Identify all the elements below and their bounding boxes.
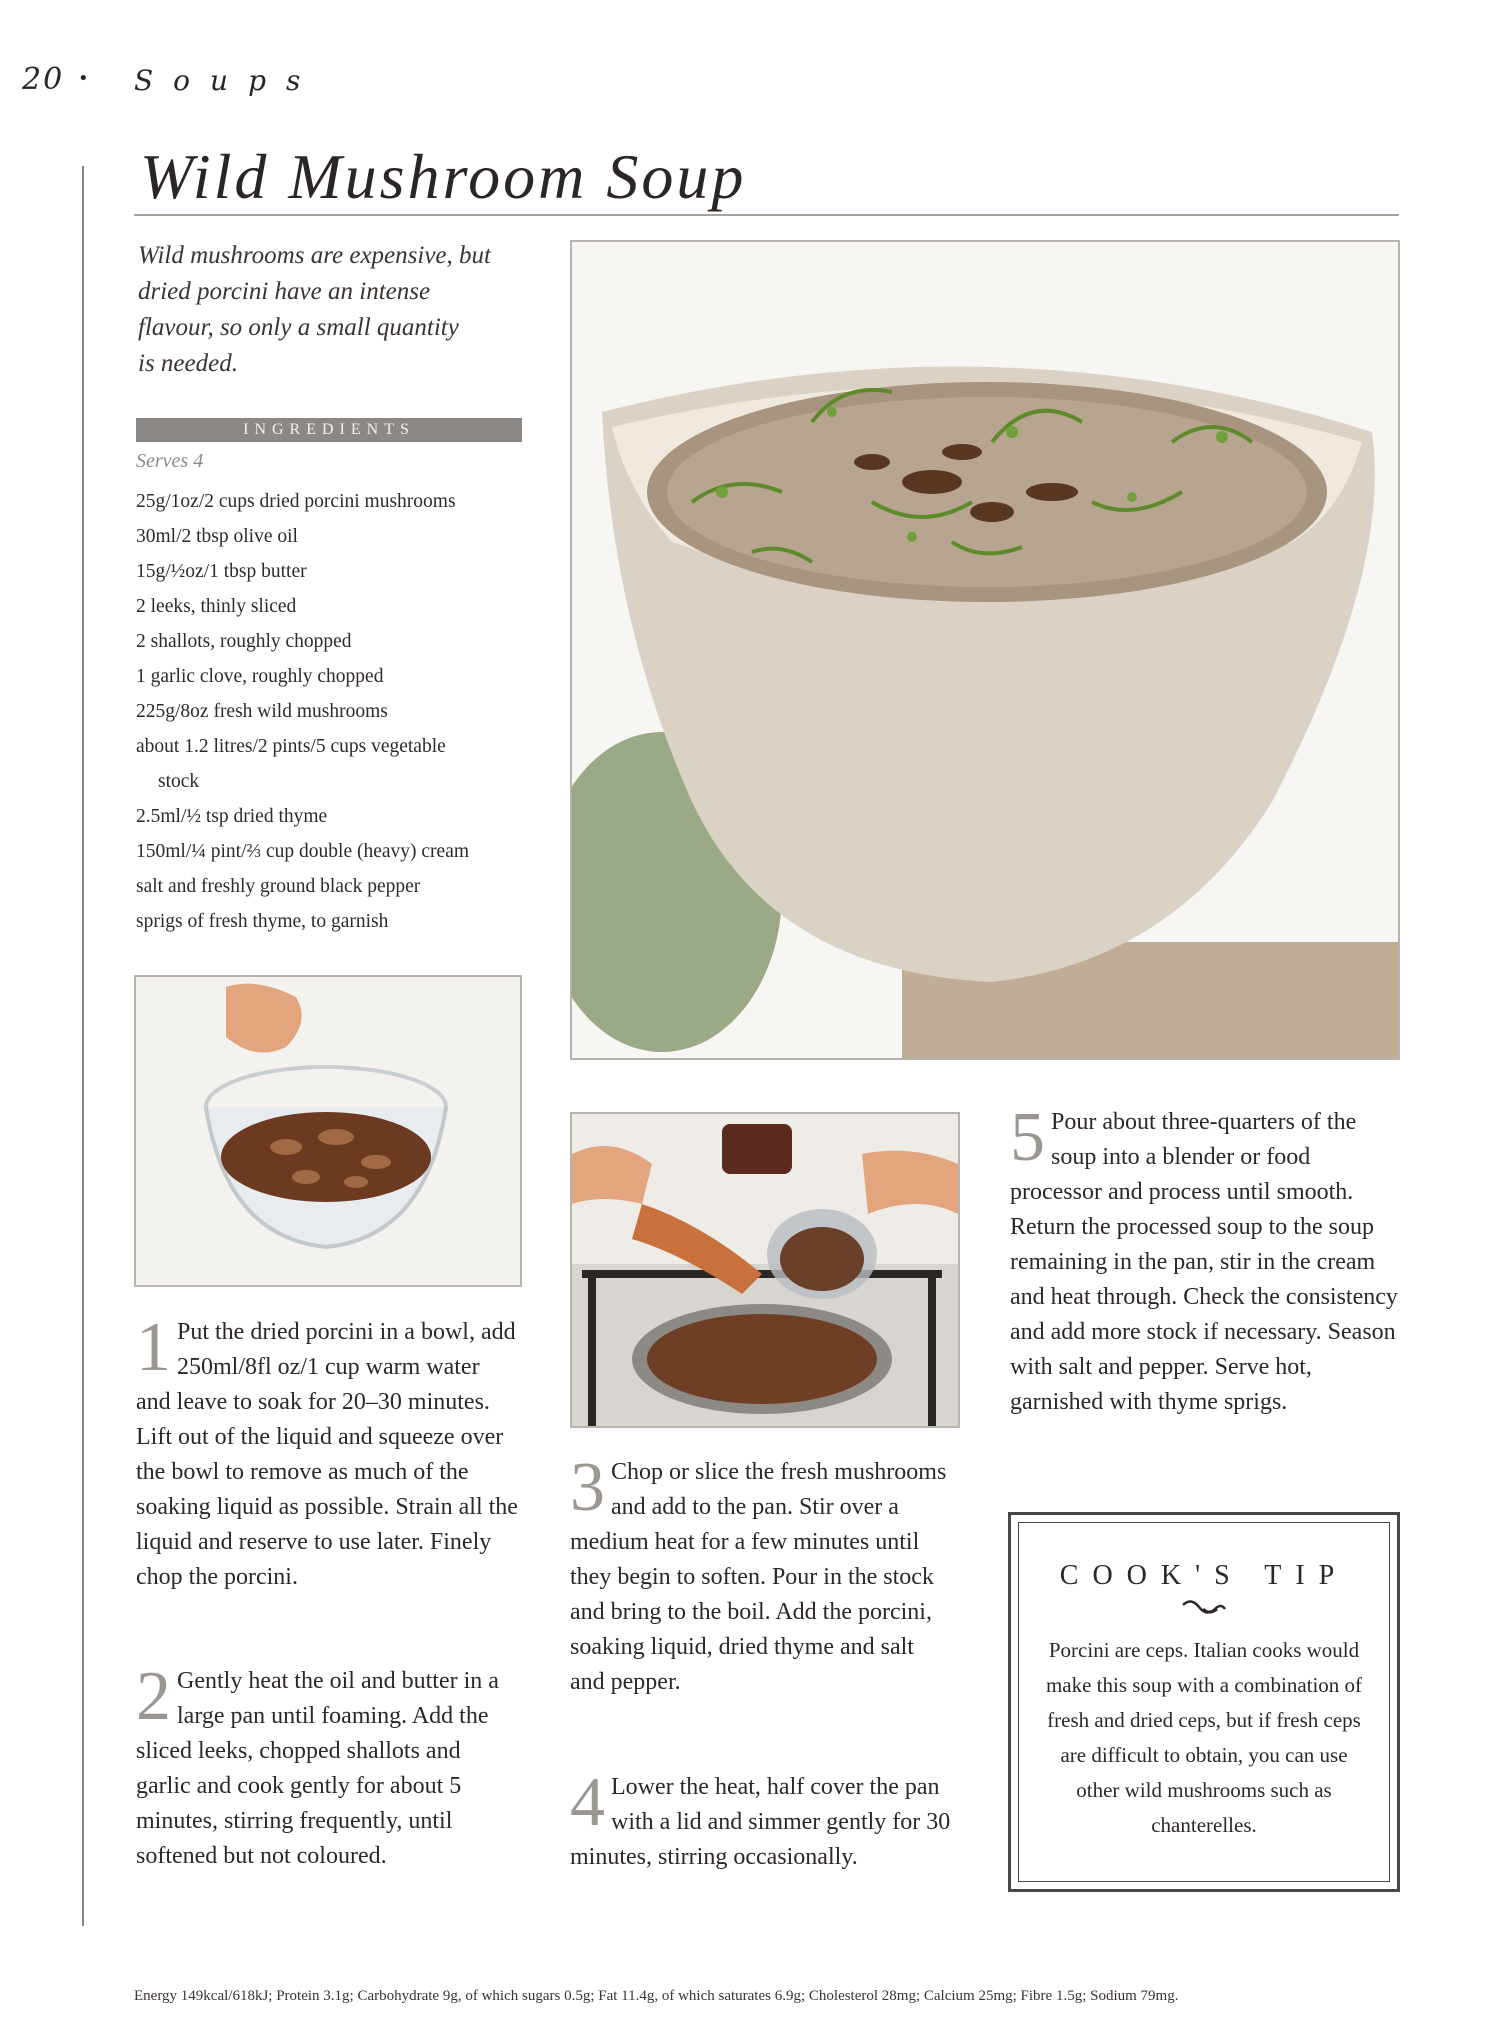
- step-text: Put the dried porcini in a bowl, add 250ml/8fl oz/1 cup warm water and leave to soak for 20–30 minutes. Lift out of the liquid and squeeze over the bowl to remove as much of the soaking liquid as possible. Strain all the liquid and reserve to use later. Finely chop the porcini.: [136, 1319, 518, 1590]
- step3-pan-photo: [570, 1112, 960, 1428]
- method-step: [570, 1449, 954, 1700]
- intro-line: Wild mushrooms are expensive, but: [138, 242, 491, 269]
- margin-rule: [82, 166, 84, 1926]
- step-text: Lower the heat, half cover the pan with a lid and simmer gently for 30 minutes, stirring occasionally.: [570, 1774, 951, 1870]
- ingredient-item: 2 shallots, roughly chopped: [136, 631, 352, 652]
- ingredient-item: 150ml/¼ pint/⅔ cup double (heavy) cream: [136, 841, 470, 862]
- ingredient-item: 30ml/2 tbsp olive oil: [136, 526, 298, 547]
- method-step: [136, 1658, 520, 1874]
- step-text: Chop or slice the fresh mushrooms and add to the pan. Stir over a medium heat for a few minutes until they begin to soften. Pour in the stock and bring to the boil. Add the porcini, soaking liquid, dried thyme and salt and pepper.: [570, 1459, 947, 1695]
- step-text: Pour about three-quarters of the soup into a blender or food processor and process until smooth. Return the processed soup to the soup remaining in the pan, stir in the cream and heat through. Check the consistency and add more stock if necessary. Season with salt and pepper. Serve hot, garnished with thyme sprigs.: [1010, 1109, 1398, 1415]
- section-title: Soups: [134, 64, 321, 97]
- header-separator: •: [78, 68, 89, 89]
- step-number: 4: [570, 1764, 605, 1841]
- ingredient-item: 25g/1oz/2 cups dried porcini mushrooms: [136, 491, 456, 512]
- flourish-icon: [1011, 1597, 1397, 1621]
- intro-line: flavour, so only a small quantity: [138, 314, 459, 341]
- step-number: 3: [570, 1449, 605, 1526]
- method-step: [1010, 1099, 1400, 1420]
- recipe-intro: [138, 238, 538, 382]
- soup-bowl-photo: [570, 240, 1400, 1060]
- method-step: [570, 1764, 954, 1875]
- serves-label: Serves 4: [136, 450, 204, 472]
- ingredients-heading: INGREDIENTS: [136, 418, 522, 442]
- ingredient-item: about 1.2 litres/2 pints/5 cups vegetable: [136, 736, 446, 757]
- cooks-tip-title: COOK'S TIP: [1059, 1560, 1349, 1591]
- intro-line: dried porcini have an intense: [138, 278, 431, 305]
- ingredient-item: 15g/½oz/1 tbsp butter: [136, 561, 307, 582]
- title-divider: [134, 214, 1399, 216]
- step-number: 5: [1010, 1099, 1045, 1176]
- step-number: 1: [136, 1309, 171, 1386]
- step-number: 2: [136, 1658, 171, 1735]
- ingredient-item: 2 leeks, thinly sliced: [136, 596, 297, 617]
- method-step: [136, 1309, 518, 1595]
- cooks-tip-text: Porcini are ceps. Italian cooks would make this soup with a combination of fresh and dried ceps, but if fresh ceps are difficult to obtain, you can use other wild mushrooms such as chanterelles.: [1045, 1638, 1363, 1837]
- ingredient-item: stock: [158, 771, 200, 792]
- ingredient-item: sprigs of fresh thyme, to garnish: [136, 911, 389, 932]
- cooks-tip-box: [1008, 1512, 1400, 1892]
- page-number: 20: [22, 62, 65, 97]
- recipe-title: Wild Mushroom Soup: [140, 141, 747, 212]
- ingredient-item: 1 garlic clove, roughly chopped: [136, 666, 384, 687]
- ingredient-item: salt and freshly ground black pepper: [136, 876, 421, 897]
- step-text: Gently heat the oil and butter in a large pan until foaming. Add the sliced leeks, chopped shallots and garlic and cook gently for about 5 minutes, stirring frequently, until softened but not coloured.: [136, 1668, 499, 1869]
- nutrition-info: Energy 149kcal/618kJ; Protein 3.1g; Carbohydrate 9g, of which sugars 0.5g; Fat 11.4g, of which saturates 6.9g; Cholesterol 28mg; Calcium 25mg; Fibre 1.5g; Sodium 79mg.: [134, 1988, 1179, 2004]
- step1-soaking-photo: [134, 975, 522, 1287]
- ingredient-item: 225g/8oz fresh wild mushrooms: [136, 701, 388, 722]
- ingredients-list: [136, 484, 536, 939]
- ingredient-item: 2.5ml/½ tsp dried thyme: [136, 806, 328, 827]
- intro-line: is needed.: [138, 350, 238, 377]
